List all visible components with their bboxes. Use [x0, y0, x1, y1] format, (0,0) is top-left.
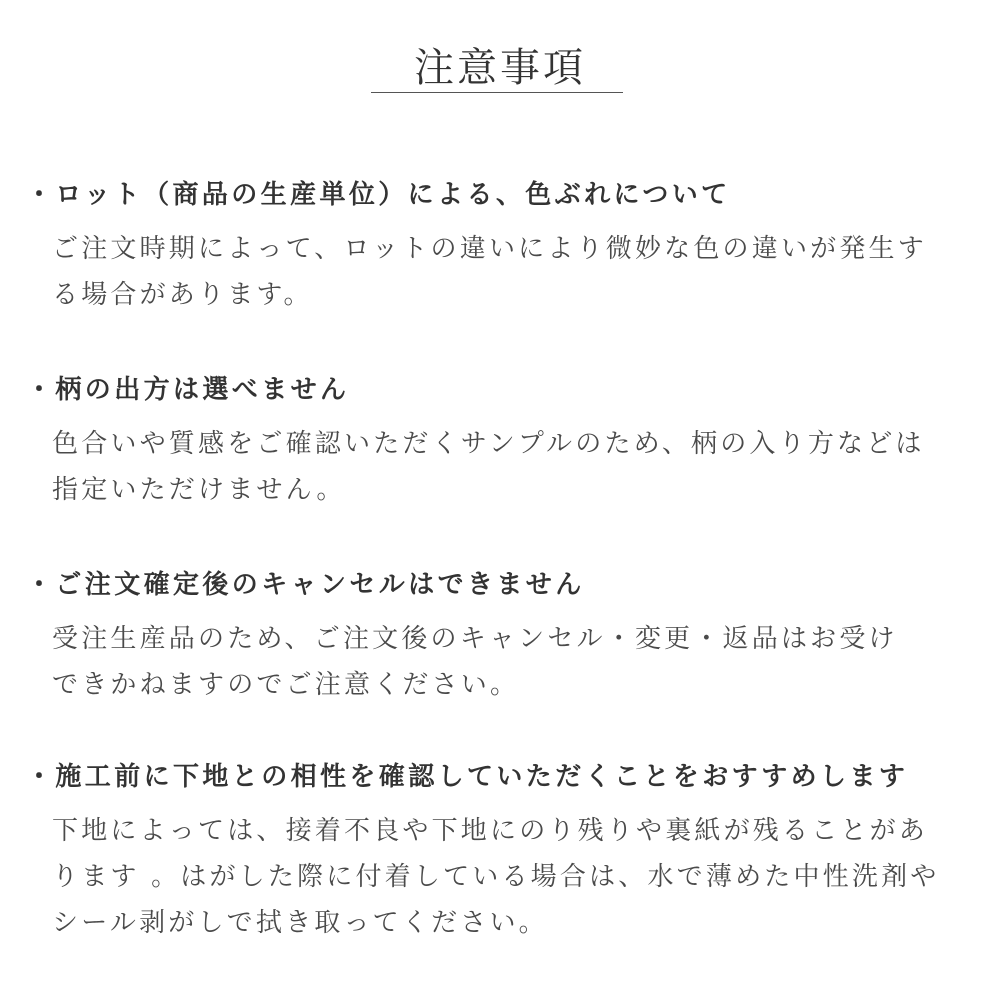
- notice-section-pattern: [26, 373, 976, 513]
- notice-body-line: 色合いや質感をご確認いただくサンプルのため、柄の入り方などは: [52, 429, 925, 459]
- notice-section-lot-color: [26, 178, 976, 318]
- notice-body-line: できかねますのでご注意ください。: [52, 670, 520, 700]
- notice-heading: ・ロット（商品の生産単位）による、色ぶれについて: [26, 180, 731, 210]
- page-title: 注意事項: [414, 45, 586, 91]
- notice-body-line: ご注文時期によって、ロットの違いにより微妙な色の違いが発生す: [52, 234, 927, 264]
- notice-body-line: る場合があります。: [52, 280, 313, 310]
- notice-body-line: 受注生産品のため、ご注文後のキャンセル・変更・返品はお受け: [52, 624, 898, 654]
- title-underline: [371, 92, 623, 93]
- notice-body-line: シール剥がしで拭き取ってください。: [52, 908, 548, 938]
- notice-section-substrate: [26, 760, 976, 946]
- notice-heading: ・柄の出方は選べません: [26, 375, 350, 405]
- notice-body-line: ります 。はがした際に付着している場合は、水で薄めた中性洗剤や: [52, 862, 940, 892]
- notice-heading: ・ご注文確定後のキャンセルはできません: [26, 570, 585, 600]
- notice-section-cancellation: [26, 568, 976, 708]
- notice-heading: ・施工前に下地との相性を確認していただくことをおすすめします: [26, 762, 909, 792]
- notice-body-line: 指定いただけません。: [52, 475, 346, 505]
- notice-body-line: 下地によっては、接着不良や下地にのり残りや裏紙が残ることがあ: [52, 816, 929, 846]
